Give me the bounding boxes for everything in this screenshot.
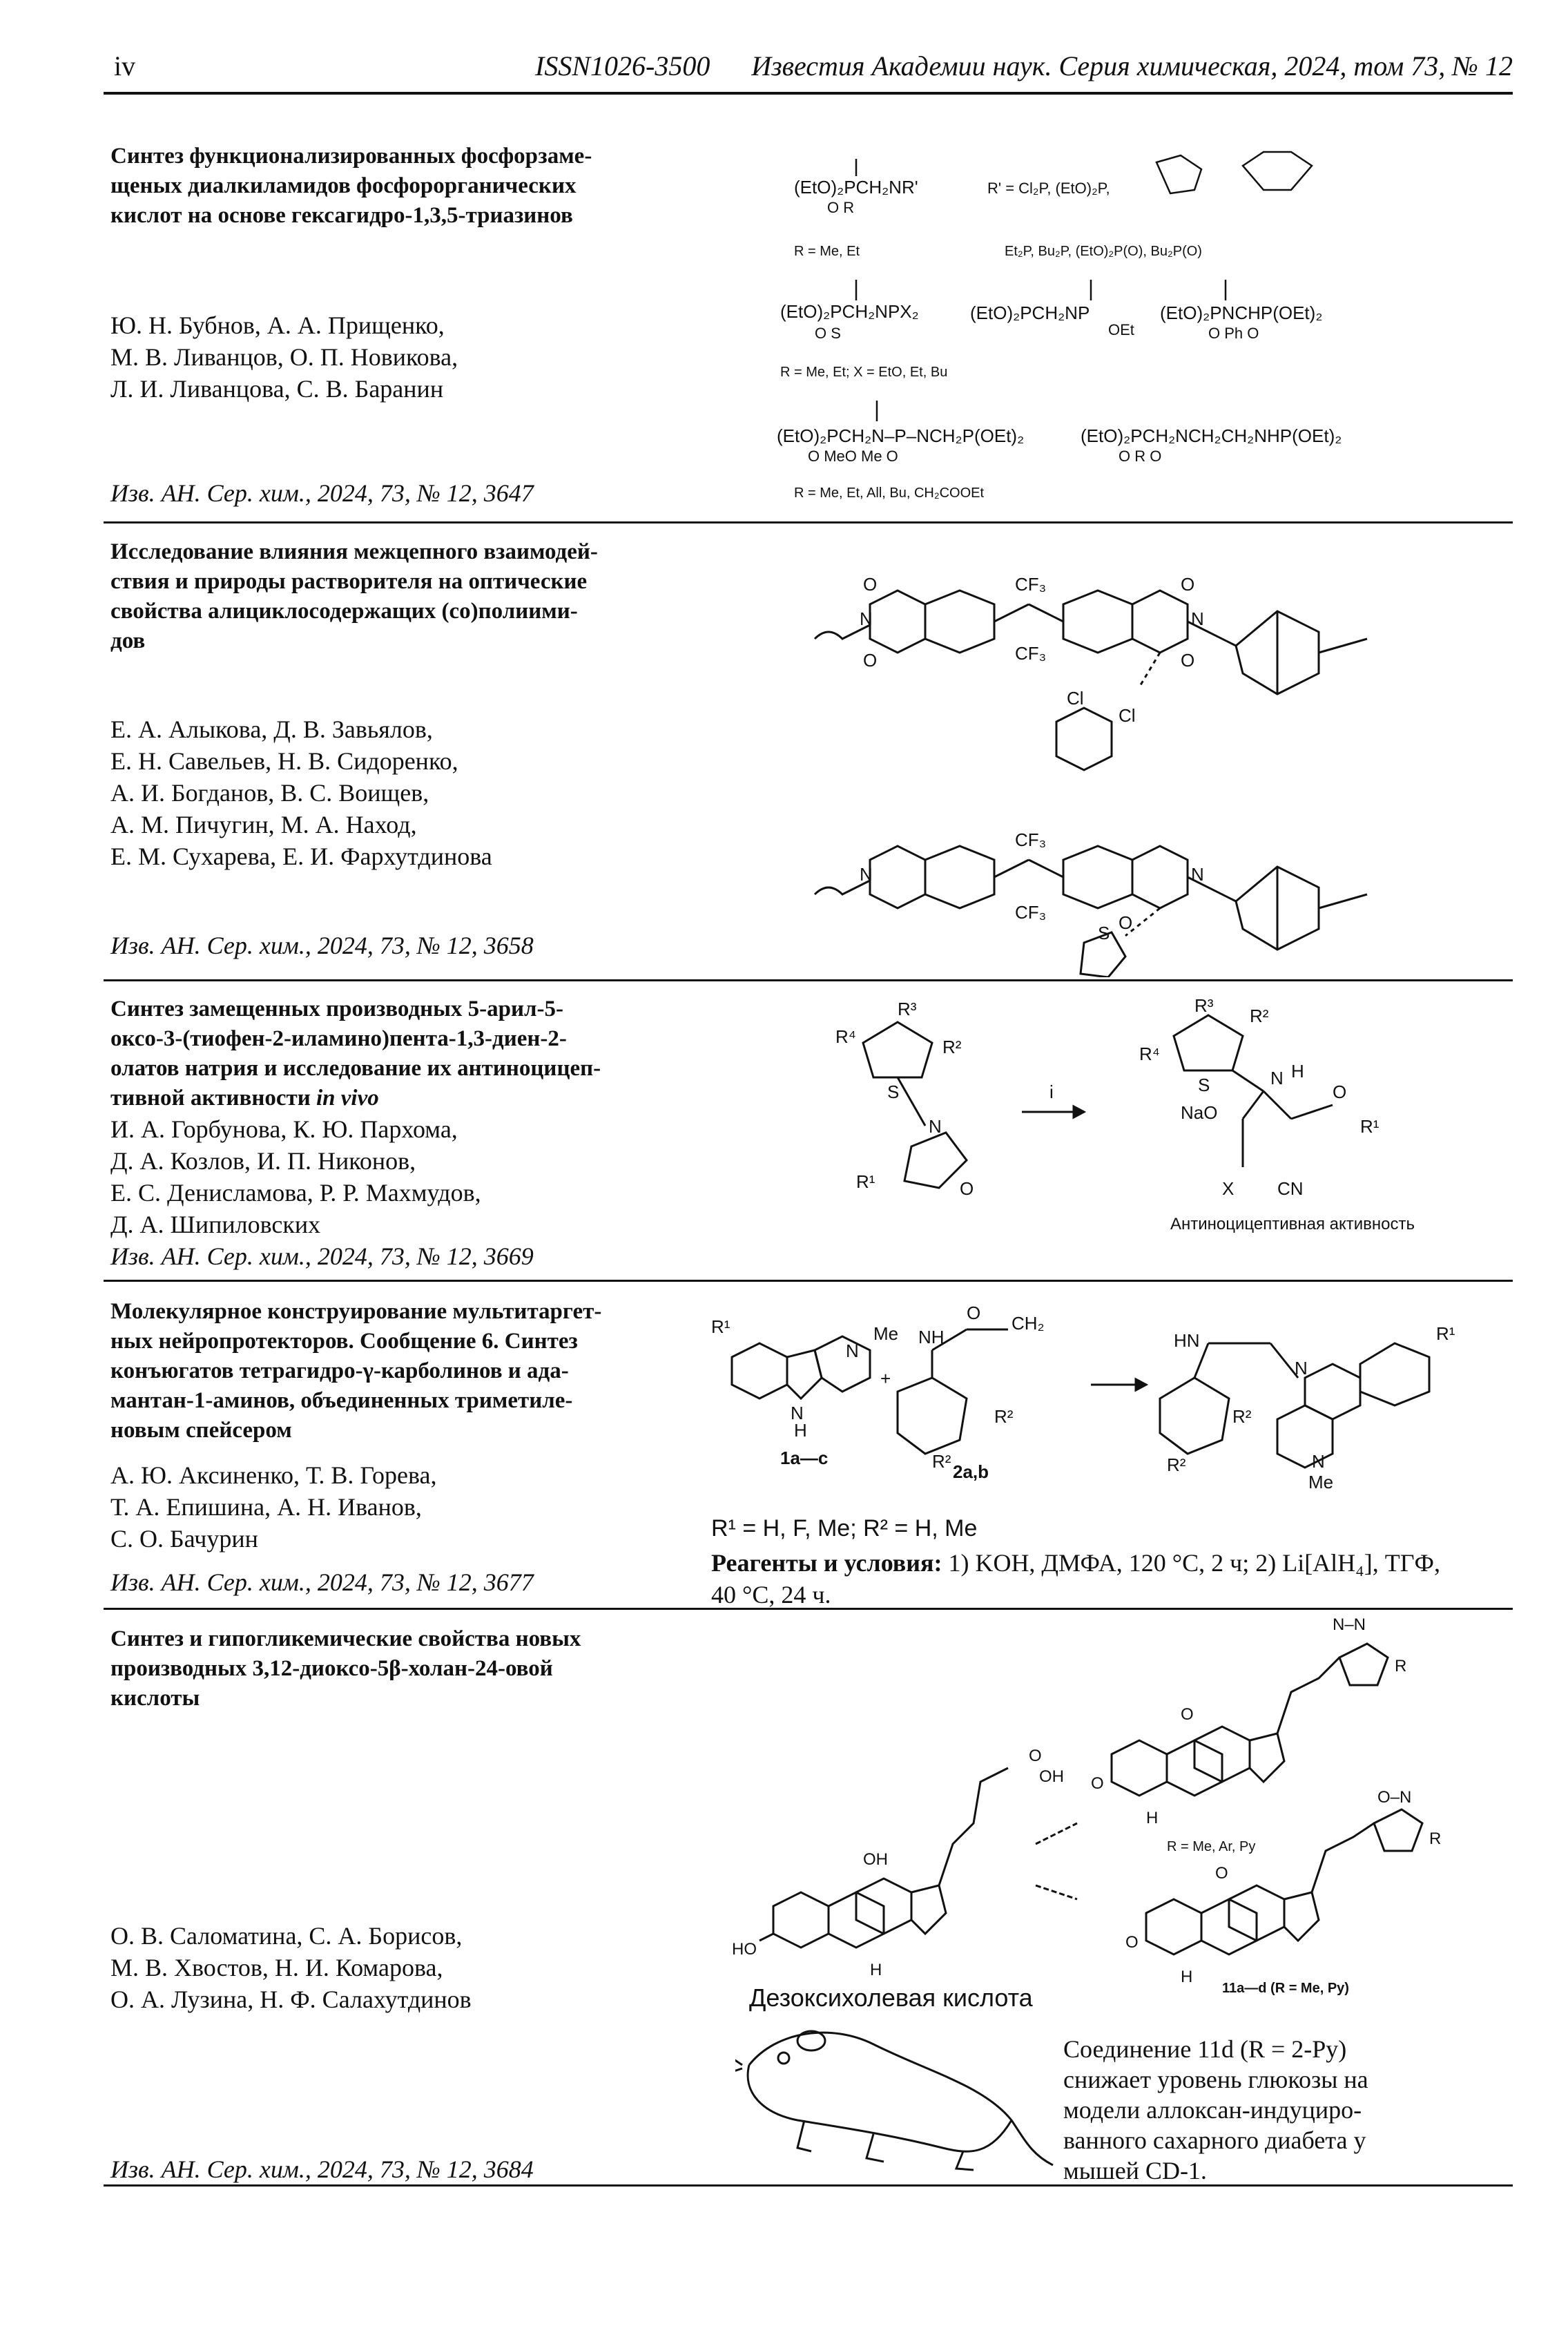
formula-4-sub: O Ph O — [1208, 325, 1259, 342]
svg-text:Cl: Cl — [1067, 688, 1084, 709]
formula-3: (EtO)₂PCH₂NP — [970, 302, 1090, 323]
entry-1-title: Синтез функционализированных фосфорзаме- щеных диалкиламидов фосфорорганических кислот на основе гексагидро-1,3,5-триазинов — [110, 144, 592, 228]
svg-text:R³: R³ — [1194, 995, 1214, 1016]
carboline-benzene — [732, 1343, 787, 1399]
svg-text:O: O — [1181, 650, 1195, 671]
formula-6: (EtO)₂PCH₂NCH₂CH₂NHP(OEt)₂ — [1081, 425, 1342, 446]
adamantane-product — [1160, 1378, 1229, 1454]
svg-text:CH₂: CH₂ — [1012, 1313, 1045, 1334]
page-number: iv — [114, 50, 136, 81]
hypoglycemic-caption: Соединение 11d (R = 2-Py) снижает уровень глюкозы на модели аллоксан-индуциро- ванного сахарного диабета у мышей CD-1. — [1063, 2035, 1368, 2184]
svg-text:HO: HO — [732, 1940, 757, 1959]
svg-text:i: i — [1049, 1082, 1054, 1102]
entry-2-scheme — [794, 535, 1484, 977]
rprime-def: R' = Cl₂P, (EtO)₂P, — [987, 180, 1110, 197]
entry-3-title: Синтез замещенных производных 5-арил-5- оксо-3-(тиофен-2-иламино)пента-1,3-диен-2- олатов натрия и исследование их антиноцицеп- тивной активности in vivo — [110, 997, 601, 1111]
svg-text:Me: Me — [1308, 1472, 1334, 1492]
svg-text:N: N — [791, 1403, 804, 1423]
svg-text:R²: R² — [1232, 1406, 1252, 1427]
entry-1-authors: Ю. Н. Бубнов, А. А. Прищенко, М. В. Ливанцов, О. П. Новикова, Л. И. Ливанцова, С. В. Баранин — [110, 311, 458, 403]
svg-text:N: N — [1191, 608, 1204, 629]
thiophene-ring-left — [863, 1022, 932, 1077]
entry-5-authors: О. В. Саломатина, С. А. Борисов, М. В. Хвостов, Н. И. Комарова, О. А. Лузина, Н. Ф. Салахутдинов — [110, 1922, 472, 2013]
acid-side-chain — [939, 1768, 1008, 1885]
entry-4-citation: Изв. АН. Сер. хим., 2024, 73, № 12, 3677 — [110, 1568, 534, 1596]
svg-text:O: O — [1333, 1082, 1347, 1102]
imide-ring-2a — [870, 846, 925, 908]
rprime-def-2: Et₂P, Bu₂P, (EtO)₂P(O), Bu₂P(O) — [1005, 244, 1202, 259]
svg-text:H: H — [1181, 1968, 1193, 1986]
product-1-ring-d — [1250, 1733, 1284, 1782]
imide-ring-1a — [870, 590, 925, 653]
adamantane-amide — [898, 1378, 967, 1454]
header-rule — [104, 92, 1513, 95]
svg-text:O: O — [863, 574, 878, 595]
furanone-ring — [904, 1133, 967, 1188]
svg-text:CF₃: CF₃ — [1015, 902, 1047, 923]
svg-text:H: H — [870, 1961, 882, 1979]
svg-text:N: N — [860, 864, 873, 885]
svg-text:N: N — [929, 1116, 942, 1137]
thiophene-ring-right — [1174, 1015, 1243, 1070]
svg-text:N: N — [1270, 1068, 1284, 1088]
svg-text:S: S — [1098, 923, 1110, 943]
svg-text:Cl: Cl — [1119, 705, 1136, 726]
svg-text:N: N — [1191, 864, 1204, 885]
product-2-ring-d — [1284, 1892, 1319, 1941]
svg-text:O: O — [960, 1178, 974, 1199]
formula-6-sub: O R O — [1119, 448, 1162, 465]
dioxaphospholane-ring — [1156, 155, 1201, 193]
steroid-ring-d — [911, 1885, 946, 1934]
issn: ISSN1026-3500 — [535, 50, 710, 81]
substituent-definition: R¹ = H, F, Me; R² = H, Me — [711, 1515, 978, 1541]
formula-5-sub: O MeO Me O — [808, 448, 898, 465]
steroid-ring-a — [773, 1892, 829, 1948]
svg-text:S: S — [1198, 1075, 1210, 1095]
svg-text:OH: OH — [863, 1850, 888, 1869]
svg-text:O: O — [1125, 1933, 1139, 1952]
svg-text:X: X — [1222, 1178, 1235, 1199]
mouse-eye — [778, 2053, 789, 2064]
formula-2-sub: O S — [815, 325, 841, 342]
benzene-ring-1a — [925, 590, 994, 653]
scheme-caption-nociceptive: Антиноцицептивная активность — [1170, 1215, 1415, 1233]
svg-text:R²: R² — [1167, 1454, 1186, 1475]
svg-text:CN: CN — [1277, 1178, 1304, 1199]
benzene-ring-1b — [1063, 590, 1132, 653]
r-def-top: R = Me, Ar, Py — [1167, 1839, 1256, 1854]
svg-text:O: O — [1215, 1864, 1228, 1883]
entry-2-title: Исследование влияния межцепного взаимодей- ствия и природы растворителя на оптические свойства алициклосодержащих (со)полиими- дов — [110, 539, 598, 653]
svg-text:R⁴: R⁴ — [1139, 1044, 1160, 1064]
formula-1: (EtO)₂PCH₂NR' — [794, 177, 918, 198]
svg-text:R²: R² — [942, 1037, 962, 1057]
entry-5-scheme — [732, 1616, 1484, 2003]
svg-text:R¹: R¹ — [711, 1316, 730, 1337]
formula-1-sub: O R — [827, 199, 855, 216]
svg-text:O: O — [967, 1303, 981, 1323]
svg-text:NH: NH — [918, 1327, 945, 1347]
svg-text:Me: Me — [873, 1323, 899, 1344]
svg-text:R³: R³ — [898, 999, 917, 1019]
svg-text:O–N: O–N — [1377, 1788, 1412, 1807]
svg-text:S: S — [887, 1082, 900, 1102]
svg-text:N: N — [1295, 1358, 1308, 1378]
formula-3-oet: OEt — [1108, 321, 1134, 338]
imide-ring-2b — [1132, 846, 1188, 908]
svg-text:2a,b: 2a,b — [953, 1461, 989, 1482]
svg-text:NaO: NaO — [1181, 1102, 1218, 1123]
svg-text:R¹: R¹ — [1436, 1323, 1455, 1344]
entry-5-citation: Изв. АН. Сер. хим., 2024, 73, № 12, 3684 — [110, 2155, 534, 2183]
separator-4 — [104, 1608, 1513, 1610]
entry-3-citation: Изв. АН. Сер. хим., 2024, 73, № 12, 3669 — [110, 1242, 534, 1270]
svg-text:R²: R² — [1250, 1006, 1269, 1026]
svg-text:N: N — [1312, 1451, 1325, 1472]
svg-text:N: N — [846, 1341, 859, 1361]
svg-text:N: N — [860, 608, 873, 629]
entry-1-scheme — [766, 138, 1519, 511]
svg-text:H: H — [1291, 1061, 1304, 1082]
svg-text:1a—c: 1a—c — [780, 1448, 829, 1468]
dichlorobenzene-ring — [1056, 708, 1112, 770]
carboline-product-pyrrole — [1305, 1364, 1360, 1419]
acid-name-label: Дезоксихолевая кислота — [749, 1983, 1033, 2012]
separator-2 — [104, 979, 1513, 981]
carboline-product-benzene — [1360, 1343, 1429, 1405]
svg-text:CF₃: CF₃ — [1015, 574, 1047, 595]
entry-1-citation: Изв. АН. Сер. хим., 2024, 73, № 12, 3647 — [110, 479, 534, 507]
svg-text:O: O — [1029, 1747, 1042, 1765]
svg-text:+: + — [880, 1368, 891, 1389]
mouse-body — [749, 2033, 1053, 2165]
formula-5: (EtO)₂PCH₂N–P–NCH₂P(OEt)₂ — [777, 425, 1025, 446]
arrow-to-bottom — [1036, 1885, 1077, 1899]
product-2-ring-a — [1146, 1899, 1201, 1954]
svg-text:R¹: R¹ — [1360, 1116, 1380, 1137]
entry-3-scheme — [794, 994, 1484, 1257]
svg-text:HN: HN — [1174, 1330, 1200, 1351]
svg-text:H: H — [1146, 1809, 1159, 1827]
oxadiazole-ring-2 — [1374, 1809, 1422, 1851]
svg-text:OH: OH — [1039, 1767, 1064, 1786]
separator-5 — [104, 2184, 1513, 2187]
svg-text:O: O — [1119, 912, 1133, 933]
svg-text:R²: R² — [932, 1451, 951, 1472]
entry-5-title: Синтез и гипогликемические свойства новых производных 3,12-диоксо-5β-холан-24-овой кислоты — [110, 1626, 581, 1711]
svg-text:O: O — [1181, 1705, 1194, 1724]
running-header — [114, 50, 1513, 84]
benzene-ring-2a — [925, 846, 994, 908]
entry-4-scheme — [704, 1302, 1484, 1516]
entry-4-title: Молекулярное конструирование мультитаргет- ных нейропротекторов. Сообщение 6. Синтез конъюгатов тетрагидро-γ-карболинов и ада- мантан-1-аминов, объединенных триметиле- новым спейсером — [110, 1299, 602, 1443]
journal-title: Известия Академии наук. Серия химическая, 2024, том 73, № 12 — [751, 50, 1513, 81]
entry-4-authors: А. Ю. Аксиненко, Т. В. Горева, Т. А. Епишина, А. Н. Иванов, С. О. Бачурин — [110, 1461, 437, 1553]
svg-text:O: O — [863, 650, 878, 671]
benzene-ring-2b — [1063, 846, 1132, 908]
svg-text:N–N: N–N — [1333, 1616, 1366, 1634]
dioxaphosphinane-ring — [1243, 152, 1312, 190]
formula-2-def: R = Me, Et; X = EtO, Et, Bu — [780, 365, 948, 380]
entry-3-authors: И. А. Горбунова, К. Ю. Пархома, Д. А. Козлов, И. П. Никонов, Е. С. Денисламова, Р. Р. Махмудов, Д. А. Шипиловских — [110, 1115, 481, 1238]
reaction-conditions: Реагенты и условия: 1) KOH, ДМФА, 120 °C, 2 ч; 2) Li[AlH₄], ТГФ, 40 °C, 24 ч. — [711, 1549, 1440, 1608]
formula-1-def: R = Me, Et — [794, 244, 860, 259]
svg-text:CF₃: CF₃ — [1015, 829, 1047, 850]
arrow-to-top — [1036, 1823, 1077, 1844]
svg-text:O: O — [1091, 1774, 1104, 1793]
svg-text:R⁴: R⁴ — [835, 1026, 856, 1047]
oxadiazole-ring-1 — [1339, 1644, 1388, 1685]
svg-text:CF₃: CF₃ — [1015, 643, 1047, 664]
entry-2-authors: Е. А. Алыкова, Д. В. Завьялов, Е. Н. Савельев, Н. В. Сидоренко, А. И. Богданов, В. С. Воищев, А. М. Пичугин, М. А. Наход, Е. М. Сухарева, Е. И. Фархутдинова — [110, 715, 492, 870]
entry-2-citation: Изв. АН. Сер. хим., 2024, 73, № 12, 3658 — [110, 932, 534, 959]
formula-2: (EtO)₂PCH₂NPX₂ — [780, 301, 919, 322]
separator-1 — [104, 521, 1513, 523]
svg-text:O: O — [1181, 574, 1195, 595]
product-1-ring-a — [1112, 1740, 1167, 1796]
svg-text:R²: R² — [994, 1406, 1014, 1427]
imide-ring-1b — [1132, 590, 1188, 653]
svg-text:H: H — [794, 1420, 807, 1441]
r-def-bottom: 11a—d (R = Me, Py) — [1222, 1981, 1349, 1996]
carboline-piperidine — [815, 1336, 870, 1392]
separator-3 — [104, 1280, 1513, 1282]
formula-4: (EtO)₂PNCHP(OEt)₂ — [1160, 302, 1323, 323]
svg-text:R: R — [1429, 1829, 1442, 1848]
mouse-illustration — [735, 2017, 1060, 2175]
svg-text:R: R — [1395, 1657, 1407, 1675]
formula-5-def: R = Me, Et, All, Bu, CH₂COOEt — [794, 486, 985, 501]
svg-text:R¹: R¹ — [856, 1171, 875, 1192]
